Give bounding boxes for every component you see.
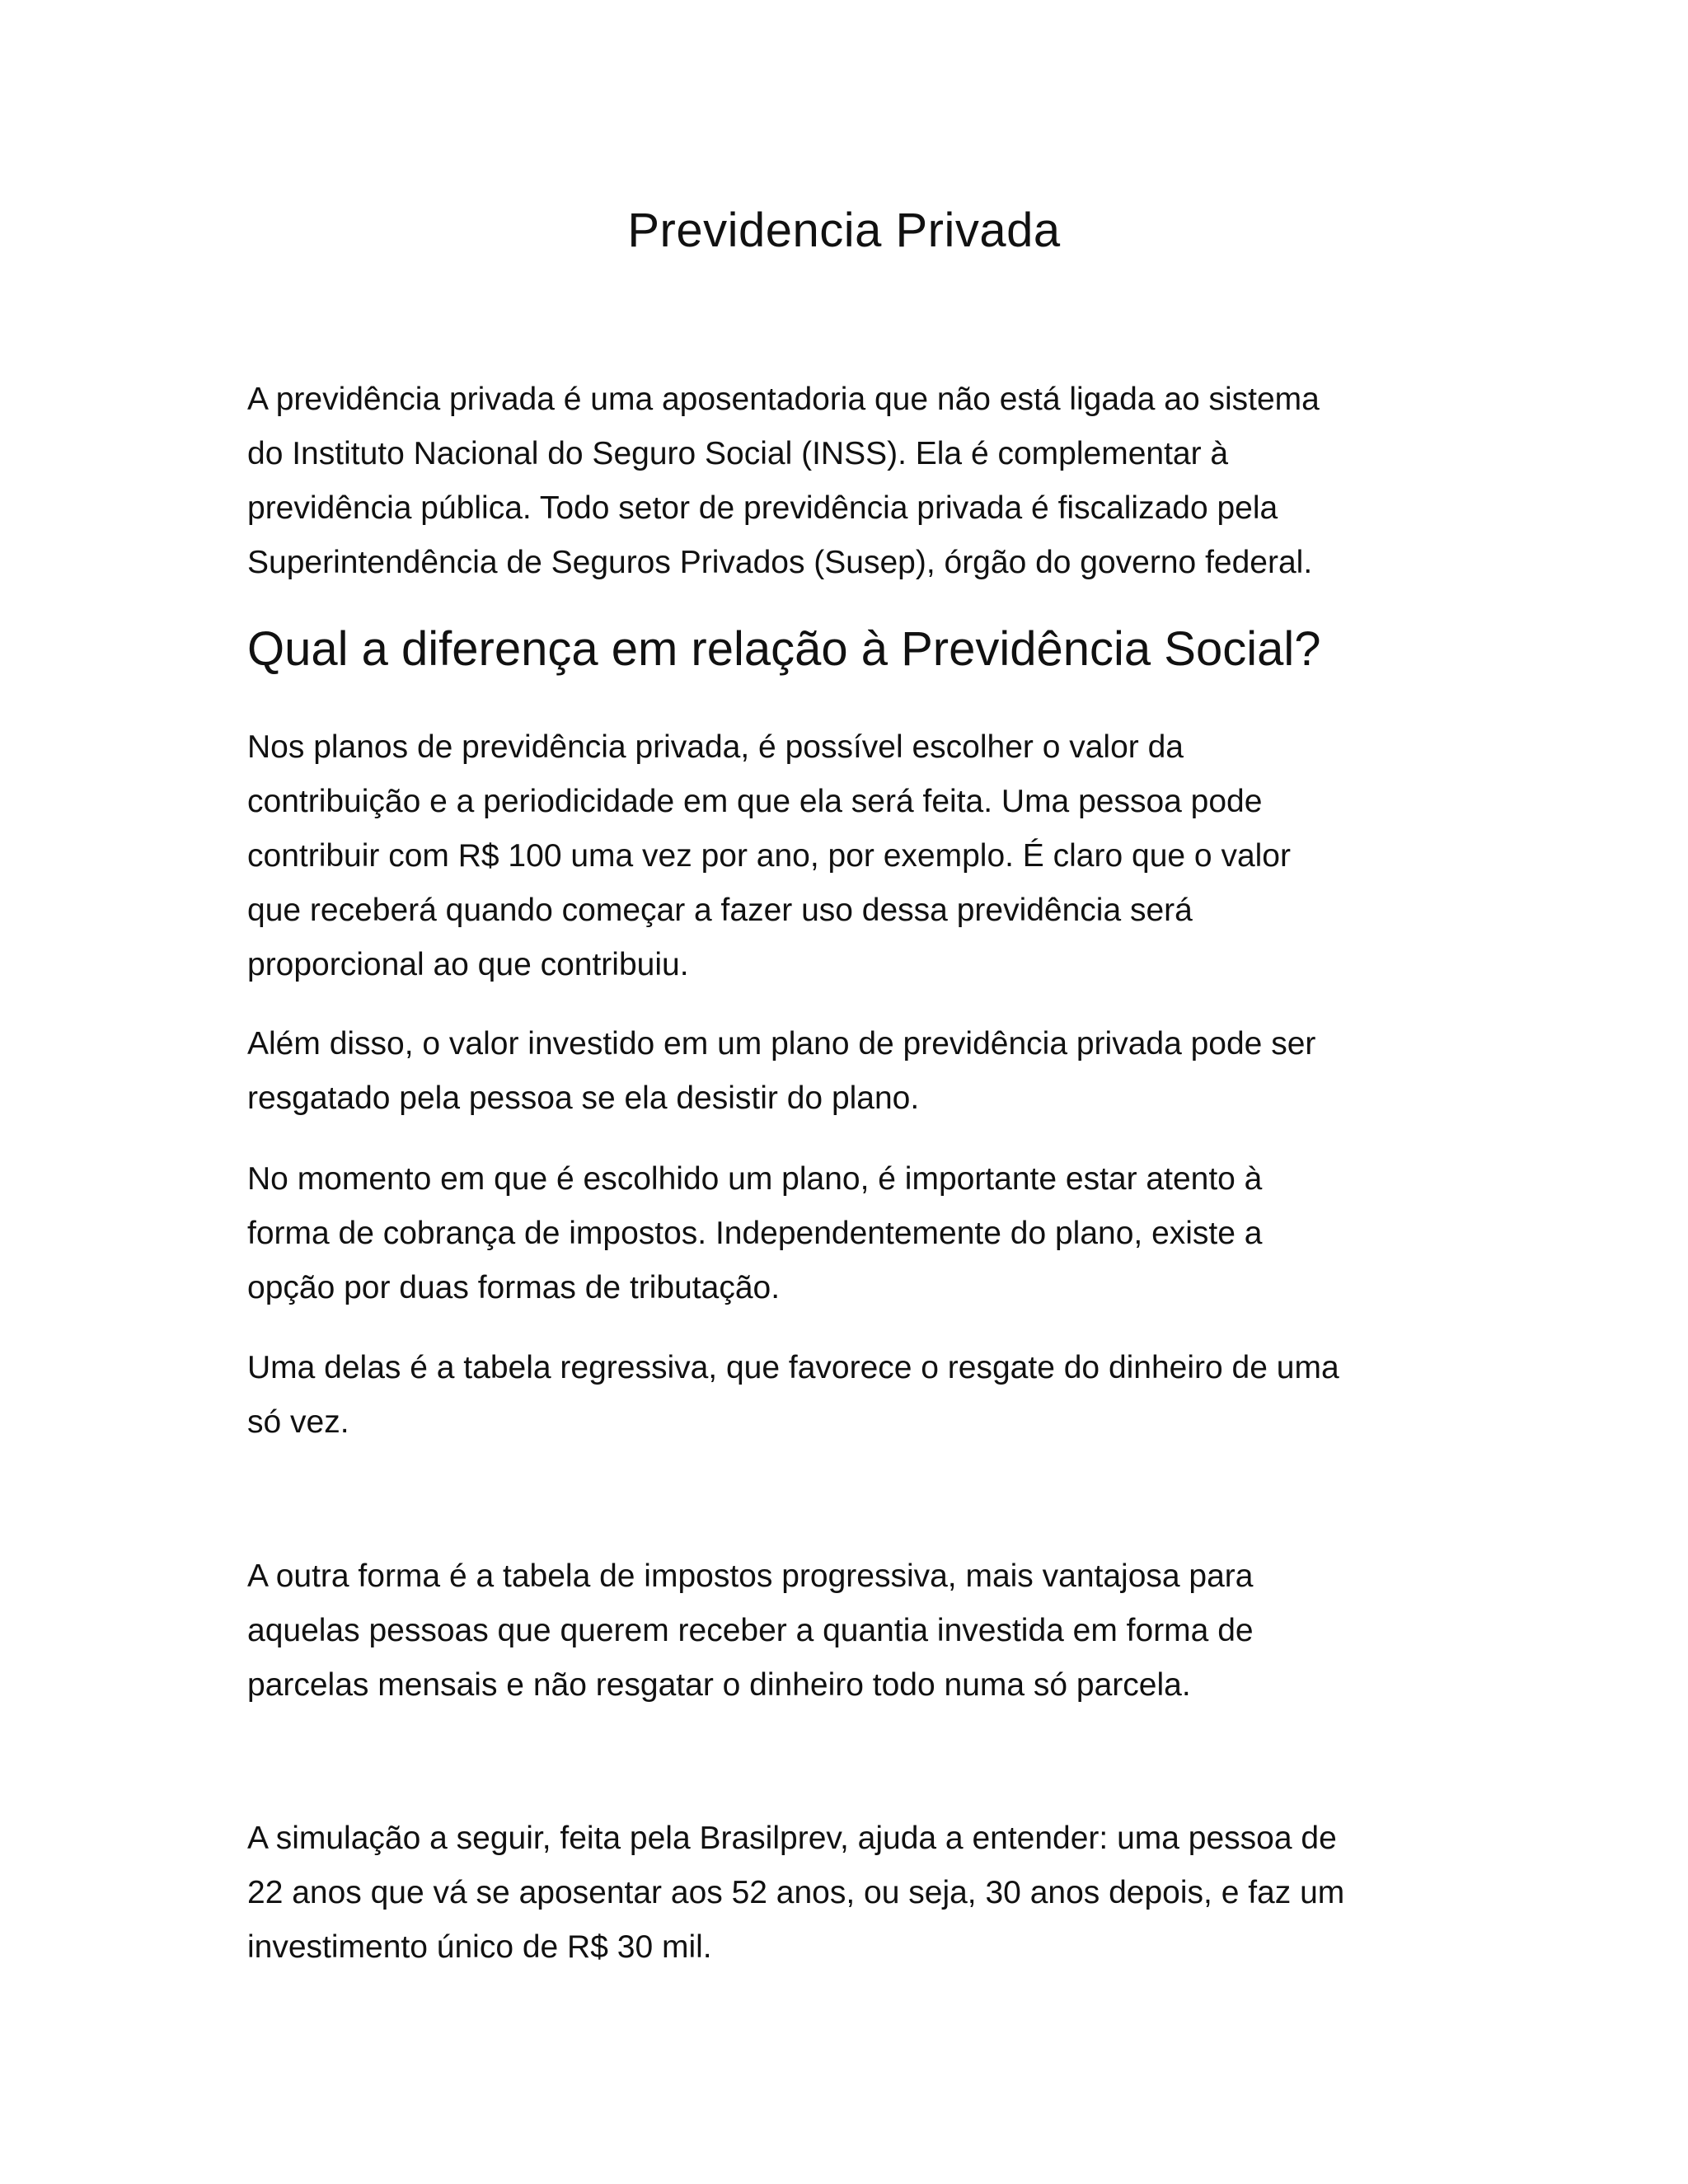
paragraph-line: A previdência privada é uma aposentadoria que não está ligada ao sistema bbox=[247, 382, 1320, 417]
paragraph-line: resgatado pela pessoa se ela desistir do plano. bbox=[247, 1080, 920, 1116]
paragraph-line: só vez. bbox=[247, 1404, 349, 1440]
paragraph-line: A simulação a seguir, feita pela Brasilprev, ajuda a entender: uma pessoa de bbox=[247, 1821, 1337, 1856]
paragraph-line: Nos planos de previdência privada, é possível escolher o valor da bbox=[247, 729, 1184, 765]
section-heading: Qual a diferença em relação à Previdência Social? bbox=[247, 622, 1321, 676]
paragraph-line: que receberá quando começar a fazer uso dessa previdência será bbox=[247, 893, 1193, 928]
paragraph-line: previdência pública. Todo setor de previdência privada é fiscalizado pela bbox=[247, 490, 1278, 526]
paragraph-line: aquelas pessoas que querem receber a quantia investida em forma de bbox=[247, 1613, 1254, 1648]
paragraph-line: Uma delas é a tabela regressiva, que favorece o resgate do dinheiro de uma bbox=[247, 1350, 1339, 1385]
paragraph-line: do Instituto Nacional do Seguro Social (INSS). Ela é complementar à bbox=[247, 436, 1229, 471]
paragraph-line: opção por duas formas de tributação. bbox=[247, 1270, 781, 1305]
paragraph-simulation bbox=[247, 1811, 1451, 1975]
paragraph-contribution bbox=[247, 720, 1451, 992]
paragraph-line: contribuir com R$ 100 uma vez por ano, por exemplo. É claro que o valor bbox=[247, 838, 1291, 874]
paragraph-withdrawal bbox=[247, 1017, 1451, 1126]
paragraph-line: No momento em que é escolhido um plano, é importante estar atento à bbox=[247, 1161, 1263, 1197]
paragraph-line: A outra forma é a tabela de impostos progressiva, mais vantajosa para bbox=[247, 1558, 1254, 1594]
paragraph-line: proporcional ao que contribuiu. bbox=[247, 947, 689, 982]
paragraph-taxation bbox=[247, 1152, 1451, 1315]
paragraph-progressive-table bbox=[247, 1549, 1451, 1713]
paragraph-line: contribuição e a periodicidade em que ela será feita. Uma pessoa pode bbox=[247, 784, 1263, 819]
paragraph-line: Além disso, o valor investido em um plano de previdência privada pode ser bbox=[247, 1026, 1316, 1062]
paragraph-line: Superintendência de Seguros Privados (Susep), órgão do governo federal. bbox=[247, 545, 1313, 580]
paragraph-regressive-table bbox=[247, 1341, 1451, 1450]
paragraph-line: parcelas mensais e não resgatar o dinheiro todo numa só parcela. bbox=[247, 1667, 1191, 1703]
paragraph-line: investimento único de R$ 30 mil. bbox=[247, 1929, 712, 1965]
paragraph-line: forma de cobrança de impostos. Independentemente do plano, existe a bbox=[247, 1216, 1263, 1251]
paragraph-line: 22 anos que vá se aposentar aos 52 anos, ou seja, 30 anos depois, e faz um bbox=[247, 1875, 1345, 1910]
document-title: Previdencia Privada bbox=[627, 204, 1061, 257]
intro-paragraph bbox=[247, 373, 1451, 590]
